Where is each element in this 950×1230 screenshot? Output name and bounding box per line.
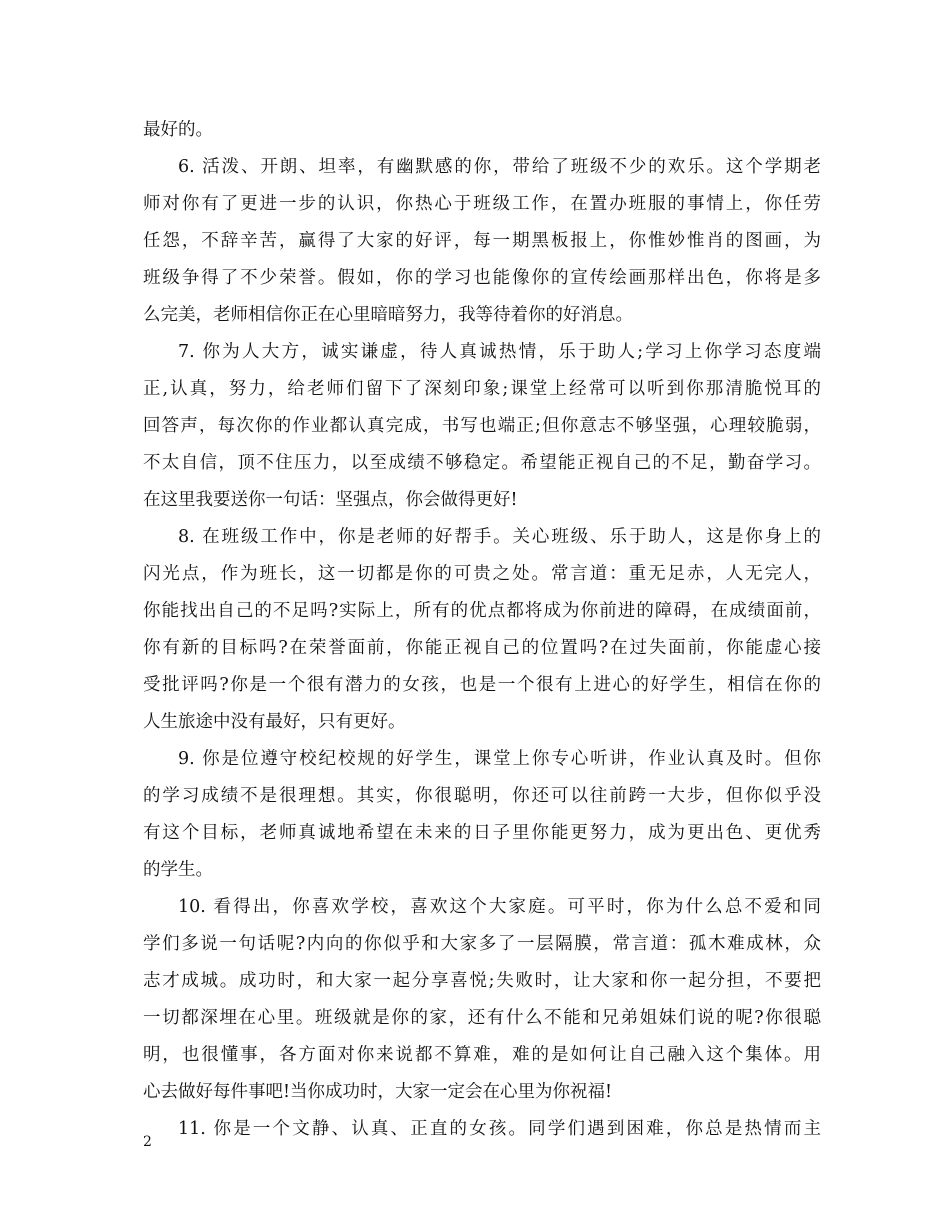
paragraph-10-line: 明，也很懂事，各方面对你来说都不算难，难的是如何让自己融入这个集体。用 — [143, 1045, 821, 1065]
paragraph-6-line: 么完美，老师相信你正在心里暗暗努力，我等待着你的好消息。 — [143, 305, 633, 325]
document-body — [143, 112, 821, 1148]
page-number: 2 — [143, 1134, 152, 1150]
paragraph-10-line: 志才成城。成功时，和大家一起分享喜悦;失败时，让大家和你一起分担，不要把 — [143, 971, 821, 991]
paragraph-11-line: 11. 你是一个文静、认真、正直的女孩。同学们遇到困难，你总是热情而主 — [178, 1119, 821, 1139]
paragraph-8-line: 受批评吗?你是一个很有潜力的女孩，也是一个很有上进心的好学生，相信在你的 — [143, 675, 821, 695]
paragraph-8-line: 8. 在班级工作中，你是老师的好帮手。关心班级、乐于助人，这是你身上的 — [178, 527, 821, 547]
paragraph-6-line: 6. 活泼、开朗、坦率，有幽默感的你，带给了班级不少的欢乐。这个学期老 — [178, 157, 821, 177]
paragraph-7-line: 回答声，每次你的作业都认真完成，书写也端正;但你意志不够坚强，心理较脆弱， — [143, 416, 821, 436]
paragraph-8-line: 闪光点，作为班长，这一切都是你的可贵之处。常言道：重无足赤，人无完人， — [143, 564, 821, 584]
paragraph-9-line: 的学习成绩不是很理想。其实，你很聪明，你还可以往前跨一大步，但你似乎没 — [143, 786, 821, 806]
paragraph-6-line: 班级争得了不少荣誉。假如，你的学习也能像你的宣传绘画那样出色，你将是多 — [143, 268, 821, 288]
paragraph-7-line: 正,认真，努力，给老师们留下了深刻印象;课堂上经常可以听到你那清脆悦耳的 — [143, 379, 821, 399]
paragraph-7-line: 7. 你为人大方，诚实谦虚，待人真诚热情，乐于助人;学习上你学习态度端 — [178, 342, 821, 362]
paragraph-9-line: 9. 你是位遵守校纪校规的好学生，课堂上你专心听讲，作业认真及时。但你 — [178, 749, 821, 769]
paragraph-6-line: 任怨，不辞辛苦，赢得了大家的好评，每一期黑板报上，你惟妙惟肖的图画，为 — [143, 231, 821, 251]
paragraph-10-line: 一切都深埋在心里。班级就是你的家，还有什么不能和兄弟姐妹们说的呢?你很聪 — [143, 1008, 821, 1028]
paragraph-9-line: 的学生。 — [143, 860, 213, 880]
paragraph-9-line: 有这个目标，老师真诚地希望在未来的日子里你能更努力，成为更出色、更优秀 — [143, 823, 821, 843]
paragraph-8-line: 你能找出自己的不足吗?实际上，所有的优点都将成为你前进的障碍，在成绩面前， — [143, 601, 821, 621]
text-line: 最好的。 — [143, 120, 213, 140]
paragraph-8-line: 人生旅途中没有最好，只有更好。 — [143, 712, 406, 732]
paragraph-6-line: 师对你有了更进一步的认识，你热心于班级工作，在置办班服的事情上，你任劳 — [143, 194, 821, 214]
paragraph-7-line: 在这里我要送你一句话：坚强点，你会做得更好! — [143, 490, 518, 510]
paragraph-10-line: 心去做好每件事吧!当你成功时，大家一定会在心里为你祝福! — [143, 1082, 613, 1102]
paragraph-8-line: 你有新的目标吗?在荣誉面前，你能正视自己的位置吗?在过失面前，你能虚心接 — [143, 638, 821, 658]
paragraph-7-line: 不太自信，顶不住压力，以至成绩不够稳定。希望能正视自己的不足，勤奋学习。 — [143, 453, 821, 473]
paragraph-10-line: 10. 看得出，你喜欢学校，喜欢这个大家庭。可平时，你为什么总不爱和同 — [178, 897, 821, 917]
paragraph-10-line: 学们多说一句话呢?内向的你似乎和大家多了一层隔膜，常言道：孤木难成林，众 — [143, 934, 821, 954]
